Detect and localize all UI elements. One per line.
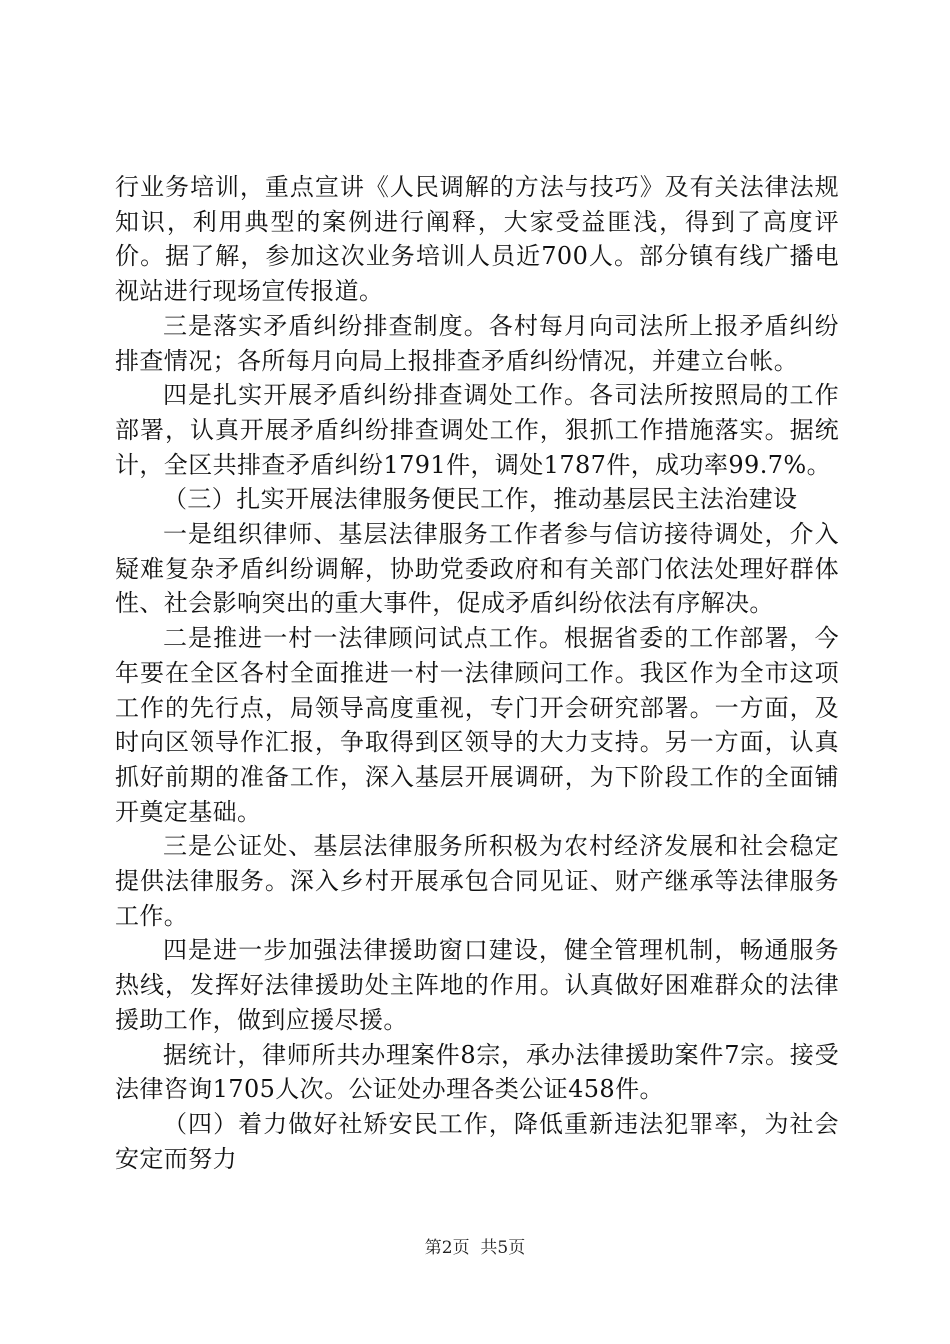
paragraph-statistics: 据统计，律师所共办理案件8宗，承办法律援助案件7宗。接受法律咨询1705人次。公证处办理各类公证458件。 [115, 1040, 839, 1104]
page-number: 第2页 共5页 [424, 1238, 526, 1258]
document-body [115, 170, 839, 1176]
paragraph-item-2: 二是推进一村一法律顾问试点工作。根据省委的工作部署，今年要在全区各村全面推进一村一法律顾问工作。我区作为全市这项工作的先行点，局领导高度重视，专门开会研究部署。一方面，及时向区领导作汇报，争取得到区领导的大力支持。另一方面，认真抓好前期的准备工作，深入基层开展调研，为下阶段工作的全面铺开奠定基础。 [115, 624, 839, 826]
section-heading-4: （四）着力做好社矫安民工作，降低重新违法犯罪率，为社会安定而努力 [115, 1109, 839, 1173]
paragraph-item-3: 三是落实矛盾纠纷排查制度。各村每月向司法所上报矛盾纠纷排查情况；各所每月向局上报排查矛盾纠纷情况，并建立台帐。 [115, 311, 839, 375]
page-footer [0, 1236, 950, 1260]
paragraph-item-1: 一是组织律师、基层法律服务工作者参与信访接待调处，介入疑难复杂矛盾纠纷调解，协助党委政府和有关部门依法处理好群体性、社会影响突出的重大事件，促成矛盾纠纷依法有序解决。 [115, 520, 839, 618]
paragraph-item-3b: 三是公证处、基层法律服务所积极为农村经济发展和社会稳定提供法律服务。深入乡村开展承包合同见证、财产继承等法律服务工作。 [115, 832, 839, 930]
section-heading-3: （三）扎实开展法律服务便民工作，推动基层民主法治建设 [163, 485, 798, 514]
paragraph-continuation: 行业务培训，重点宣讲《人民调解的方法与技巧》及有关法律法规知识，利用典型的案例进行阐释，大家受益匪浅，得到了高度评价。据了解，参加这次业务培训人员近700人。部分镇有线广播电视站进行现场宣传报道。 [115, 173, 839, 306]
paragraph-item-4b: 四是进一步加强法律援助窗口建设，健全管理机制，畅通服务热线，发挥好法律援助处主阵地的作用。认真做好困难群众的法律援助工作，做到应援尽援。 [115, 936, 839, 1034]
paragraph-item-4: 四是扎实开展矛盾纠纷排查调处工作。各司法所按照局的工作部署，认真开展矛盾纠纷排查调处工作，狠抓工作措施落实。据统计，全区共排查矛盾纠纷1791件，调处1787件，成功率99.7%。 [115, 381, 839, 479]
